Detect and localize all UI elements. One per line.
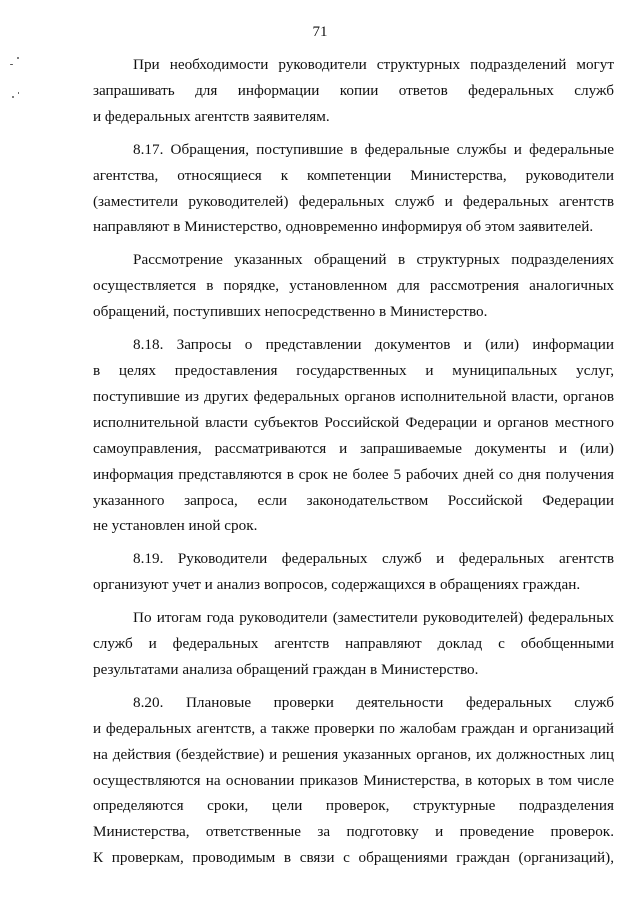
text-line: осуществляется в порядке, установленном для рассмотрения аналогичных [93,277,614,295]
paragraph-8-18 [93,332,614,539]
scan-speck [17,57,19,59]
page-number: 71 [312,24,328,40]
scan-speck [12,96,14,98]
text-line: 8.18. Запросы о представлении документов и (или) информации [133,336,614,354]
scan-speck [18,92,19,94]
paragraph-8-20 [93,690,614,871]
text-line: и федеральных агентств, а также проверки по жалобам граждан и организаций [93,719,614,737]
text-line: определяются сроки, цели проверок, структурные подразделения [93,797,614,815]
paragraph-8-19 [93,546,614,598]
text-line: поступившие из других федеральных органов исполнительной власти, органов [93,387,614,405]
paragraph-8-17 [93,137,614,241]
text-line: агентства, относящиеся к компетенции Министерства, руководители [93,166,614,184]
text-line: в целях предоставления государственных и муниципальных услуг, [93,361,614,379]
text-line: организуют учет и анализ вопросов, содержащихся в обращениях граждан. [93,576,581,594]
text-line: 8.20. Плановые проверки деятельности федеральных служб [133,693,614,711]
text-line: на действия (бездействие) и решения указанных органов, их должностных лиц [93,745,614,763]
text-line: К проверкам, проводимым в связи с обращениями граждан (организаций), [93,849,614,867]
text-line: обращений, поступивших непосредственно в Министерство. [93,303,488,321]
text-line: не установлен иной срок. [93,517,258,535]
text-line: информация представляются в срок не более 5 рабочих дней со дня получения [93,465,614,483]
text-line: Министерства, ответственные за подготовку и проведение проверок. [93,823,614,841]
document-body [93,52,614,871]
text-line: При необходимости руководители структурных подразделений могут [133,56,614,73]
text-line: запрашивать для информации копии ответов федеральных служб [93,81,614,99]
text-line: 8.19. Руководители федеральных служб и федеральных агентств [133,550,614,568]
text-line: и федеральных агентств заявителям. [93,107,330,125]
text-line: исполнительной власти субъектов Российской Федерации и органов местного [93,413,614,431]
text-line: результатами анализа обращений граждан в Министерство. [93,660,479,678]
text-line: осуществляются на основании приказов Министерства, в которых в том числе [93,771,614,789]
text-line: служб и федеральных агентств направляют доклад с обобщенными [93,635,614,653]
text-line: 8.17. Обращения, поступившие в федеральные службы и федеральные [133,140,614,158]
text-line: По итогам года руководители (заместители руководителей) федеральных [133,609,614,627]
text-line: самоуправления, рассматриваются и запрашиваемые документы и (или) [93,439,614,457]
paragraph-consideration [93,247,614,325]
text-line: направляют в Министерство, одновременно информируя об этом заявителей. [93,218,594,236]
paragraph-structural-requests [93,52,614,130]
text-line: указанного запроса, если законодательством Российской Федерации [93,491,614,509]
text-line: (заместители руководителей) федеральных служб и федеральных агентств [93,192,614,210]
scan-speck [10,64,13,65]
paragraph-annual-report [93,605,614,683]
text-line: Рассмотрение указанных обращений в структурных подразделениях [133,251,614,269]
